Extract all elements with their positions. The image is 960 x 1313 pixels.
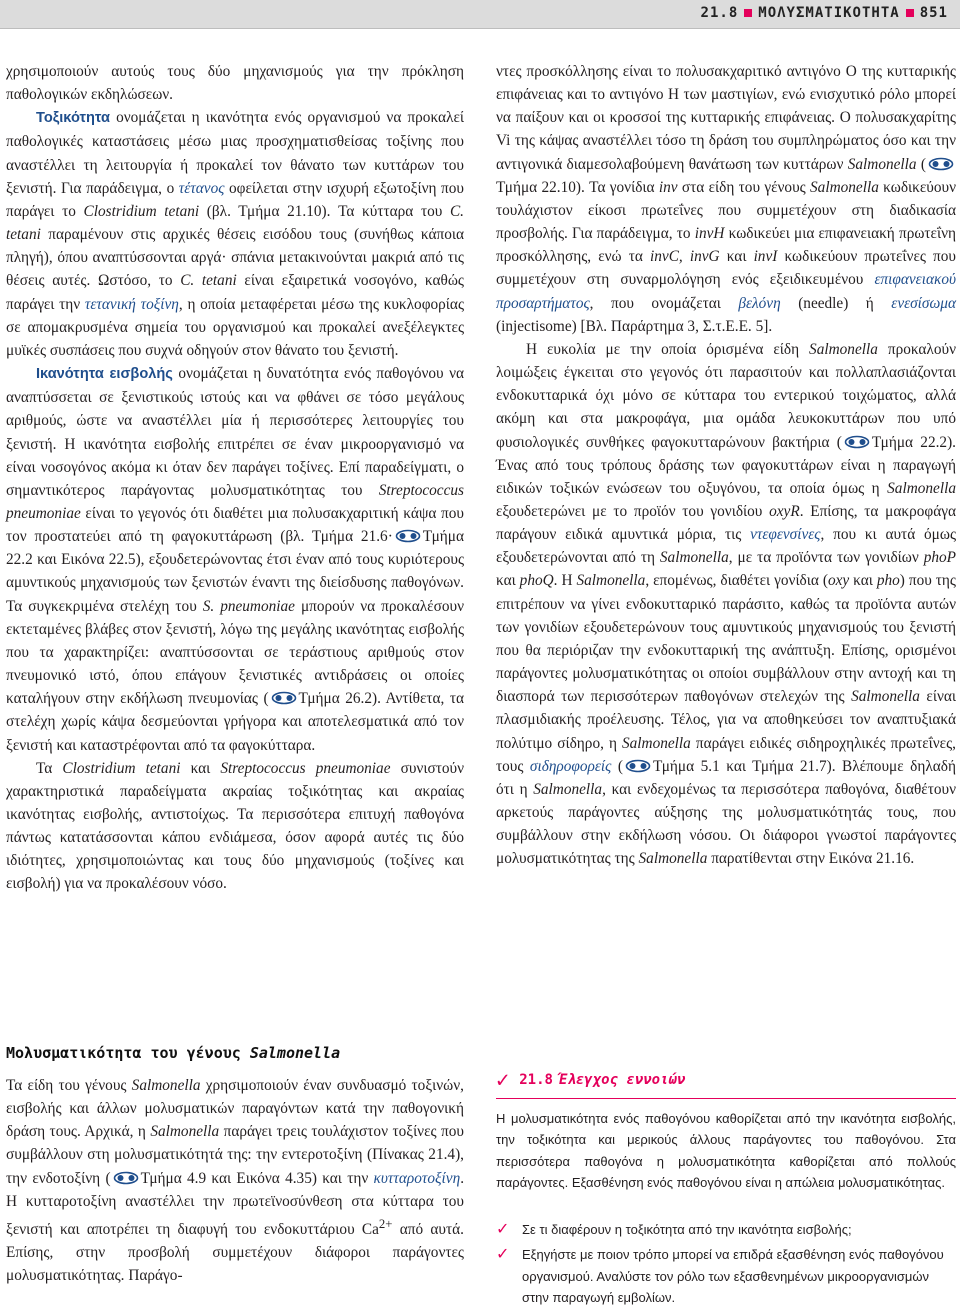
right-column bbox=[496, 60, 956, 870]
concept-check-number: 21.8 bbox=[519, 1072, 553, 1088]
concept-check-summary: Η μολυσματικότητα ενός παθογόνου καθορίζεται από την ικανότητα εισβολής, την τοξικότητα και μερικούς άλλους παράγοντες του παθογόνου. Στα περισσότερα παθογόνα η μολυσματικότητα καθορίζεται από πολλούς παράγοντες. Εξασθένηση ενός παθογόνου είναι η απώλεια μολυσματικότητας. bbox=[496, 1111, 956, 1191]
salmonella-paragraph bbox=[6, 1074, 464, 1288]
divider bbox=[496, 1098, 956, 1099]
term-toxicity: Τοξικότητα bbox=[36, 110, 110, 127]
separator-square bbox=[744, 9, 752, 17]
cross-reference-icon[interactable] bbox=[395, 529, 421, 543]
section-number: 21.8 bbox=[700, 5, 739, 21]
list-item: ✓ Εξηγήστε με ποιον τρόπο μπορεί να επιδρά εξασθένηση ενός παθογόνου οργανισμού. Αναλύστε τον ρόλο των εξασθενημένων μικροοργανισμών στην παραγωγή εμβολίων. bbox=[496, 1246, 944, 1306]
paragraph: Η ευκολία με την οποία όρισμένα είδη Salmonella προκαλούν λοιμώξεις έγκειται στο γεγονός ότι παρασιτούν και πολλαπλασιάζονται ενδοκυτταρικά όχι μόνο σε κύτταρα του εντερικού τοιχώματος, αλλά ακόμη και στα μακροφάγα, μια ομάδα λευκοκυττάρων που υπό φυσιολογικές συνθήκες φαγοκυτταρώνουν βακτήρια ( Τμήμα 22.2). Ένας από τους τρόπους δράσης των φαγοκυττάρων είναι η παραγωγή ειδικών τοξικών ενώσεων του οξυγόνου, τα οποία όμως η Salmonella εξουδετερώνει με το προϊόν του γονιδίου oxyR. Επίσης, τα μακροφάγα παράγουν ειδικά αμυντικά μόρια, τις ντεφενσίνες, που κι αυτά όμως εξουδετερώνονται από τη Salmonella, με τα προϊόντα των γονιδίων phoP και phoQ. Η Salmonella, επομένως, διαθέτει γονίδια (oxy και pho) που της επιτρέπουν να γίνει ενδοκυτταρικό παράσιτο, καθώς τα προϊόντα αυτών των γονιδίων εξουδετερώνουν τους αμυντικούς μηχανισμούς του ξενιστή που θα περιόριζαν την ενδοκυτταρική της ανάπτυξη. Επίσης, ορισμένοι παράγοντες μολυσματικότητας οι οποίοι συμβάλλουν στην αντοχή και τη διασπορά των περισσότερων παθογόνων στελεχών της Salmonella είναι πλασμιδιακής προέλευσης. Τέλος, για να αποθηκεύσει τον αναπτυξιακά πολύτιμο σίδηρο, η Salmonella παράγει ειδικές σιδηροχηλικές πρωτεΐνες, τους σιδηροφορείς ( Τμήμα 5.1 και Τμήμα 21.7). Βλέπουμε δηλαδή ότι η Salmonella, και ενδεχομένως τα περισσότερα παθογόνα, διαθέτουν αρκετούς παράγοντες αύξησης της μολυσματικότητάς τους, που συμβάλλουν στην εκδήλωση νόσου. Οι διάφοροι γνωστοί παράγοντες μολυσματικότητας της Salmonella παρατίθενται στην Εικόνα 21.16. bbox=[496, 340, 957, 868]
left-column bbox=[6, 60, 464, 896]
running-head-text bbox=[701, 5, 948, 21]
check-mark-icon: ✓ bbox=[496, 1068, 510, 1093]
page-number: 851 bbox=[919, 5, 948, 21]
separator-square bbox=[906, 9, 914, 17]
cross-reference-icon[interactable] bbox=[271, 691, 297, 705]
paragraph: ντες προσκόλλησης είναι το πολυσακχαριτικό αντιγόνο O της κυτταρικής επιφάνειας και το αντιγόνο H των μαστιγίων, ενώ ενισχυτικό ρόλο μπορεί να παίξουν και οι κροσσοί της κυτταρικής επιφάνειας. Ο πολυσακχαρίτης Vi της κάψας αναστέλλει τόσο τη δράση του συμπληρώματος όσο και την αντιγονικά διαμεσολαβούμενη θανάτωση των κυττάρων Salmonella (Τμήμα 22.10). Τα γονίδια inv στα είδη του γένους Salmonella κωδικεύουν τουλάχιστον είκοσι πρωτεΐνες που συμμετέχουν στη διαδικασία προσβολής. Για παράδειγμα, το invH κωδικεύει μια επιφανειακή πρωτεΐνη προσκόλλησης, ενώ τα invC, invG και invI κωδικεύουν πρωτεΐνες που συμμετέχουν στη συναρμολόγηση ενός εξειδικευμένου επιφανειακού προσαρτήματος, που ονομάζεται βελόνη (needle) ή ενεσίσωμα (injectisome) [Βλ. Παράρτημα 3, Σ.τ.Ε.Ε. 5]. bbox=[496, 63, 956, 335]
concept-check-questions bbox=[496, 1219, 956, 1313]
paragraph: χρησιμοποιούν αυτούς τους δύο μηχανισμούς για την πρόκληση παθολογικών εκδηλώσεων. bbox=[6, 63, 464, 104]
paragraph-examples: Τα Clostridium tetani και Streptococcus pneumoniae συνιστούν χαρακτηριστικά παραδείγματα ακραίας τοξικότητας και ακραίας ικανότητας εισβολής, αντιστοίχως. Τα περισσότερα επιτυχή παθογόνα πάντως κατατάσσονται κάπου ενδιάμεσα, όσον αφορά αυτές τις δύο ιδιότητες, χρησιμοποιώντας και τους δύο μηχανισμούς (τοξίνες και εισβολή) για να προκαλέσουν νόσο. bbox=[6, 759, 464, 893]
paragraph-invasiveness: Ικανότητα εισβολής ονομάζεται η δυνατότητα ενός παθογόνου να αναπτύσσεται σε ξενιστικούς ιστούς και να φθάνει σε τόσο μεγάλους αριθμούς, ώστε να αναστέλλει μία ή περισσότερες λειτουργίες του ξενιστή. Η ικανότητα εισβολής επιτρέπει σε έναν μικροοργανισμό να είναι νοσογόνος ακόμα κι όταν δεν παράγει τοξίνες. Επί παραδείγματι, ο σημαντικότερος παράγοντας μολυσματικότητας του Streptococcus pneumoniae είναι το γεγονός ότι διαθέτει μια πολυσακχαριτική κάψα που τον προστατεύει από τη φαγοκυττάρωση (βλ. Τμήμα 21.6· Τμήμα 22.2 και Εικόνα 22.5), εξουδετερώνοντας έτσι έναν από τους κυριότερους αμυντικούς μηχανισμούς των ξενιστών έναντι της διείσδυσης παθογόνων. Τα συγκεκριμένα στελέχη του S. pneumoniae μπορούν να προκαλέσουν εκτεταμένες βλάβες στον ξενιστή, λόγω της μεγάλης ικανότητας εισβολής που τα χαρακτηρίζει: αναπτύσσονται σε τεράστιους αριθμούς στον πνευμονικό ιστό, όπου επάγουν ξενιστικές αντιδράσεις οι οποίες καταλήγουν στην εκδήλωση πνευμονίας ( Τμήμα 26.2). Αντίθετα, τα στελέχη χωρίς κάψα δεσμεύονται γρήγορα και αποτελεσματικά από τον ξενιστή και καταστρέφονται από τα φαγοκύτταρα. bbox=[6, 365, 464, 754]
cross-reference-icon[interactable] bbox=[113, 1171, 139, 1185]
list-item: ✓ Σε τι διαφέρουν η τοξικότητα από την ικανότητα εισβολής; bbox=[496, 1219, 956, 1240]
paragraph-toxicity: Τοξικότητα ονομάζεται η ικανότητα ενός οργανισμού να προκαλεί παθολογικές καταστάσεις μέσω μιας προσχηματισθείσας τοξίνης που αναστέλλει τη λειτουργία ή προκαλεί τον θάνατο των κυττάρων του ξενιστή. Για παράδειγμα, ο τέτανος οφείλεται στην ισχυρή εξωτοξίνη που παράγει το Clostridium tetani (βλ. Τμήμα 21.10). Τα κύτταρα του C. tetani παραμένουν στις αρχικές θέσεις εισόδου τους (συνήθως κάποια πληγή), όπου αναπτύσσονται αργά· σπάνια μετακινούνται μακριά από τις θέσεις αυτές. Ωστόσο, το C. tetani είναι εξαιρετικά νοσογόνο, καθώς παράγει την τετανική τοξίνη, η οποία μεταφέρεται μέσω της κυκλοφορίας σε απομακρυσμένα σημεία του οργανισμού και προκαλεί ανεξέλεγκτες μυϊκές συσπάσεις που συχνά οδηγούν στον θάνατο του ξενιστή. bbox=[6, 109, 465, 359]
paragraph: Τα είδη του γένους Salmonella χρησιμοποιούν έναν συνδυασμό τοξινών, εισβολής και άλλων μολυσματικών παραγόντων κατά την παθογονική δράση τους. Αρχικά, η Salmonella παράγει τρεις τουλάχιστον τοξίνες που συμβάλλουν στη μολυσματικότητά της: την εντεροτοξίνη (Πίνακας 21.4), την ενδοτοξίνη ( Τμήμα 4.9 και Εικόνα 4.35) και την κυτταροτοξίνη. Η κυτταροτοξίνη αναστέλλει την πρωτεϊνοσύνθεση στα κύτταρα του ξενιστή και αποτρέπει τη διαφυγή του ενδοκυττάριου $Ca^{2+}$ από αυτά. Επίσης, στην προσβολή συμμετέχουν διάφοροι παράγοντες μολυσματικότητας. Παράγο- bbox=[6, 1077, 465, 1285]
section-title: ΜΟΛΥΣΜΑΤΙΚΟΤΗΤΑ bbox=[758, 5, 900, 21]
check-mark-icon: ✓ bbox=[496, 1246, 510, 1264]
section-heading: Μολυσματικότητα του γένους Salmonella bbox=[6, 1044, 341, 1062]
running-header bbox=[0, 0, 960, 29]
cross-reference-icon[interactable] bbox=[625, 759, 651, 773]
term-invasiveness: Ικανότητα εισβολής bbox=[36, 366, 173, 383]
cross-reference-icon[interactable] bbox=[928, 157, 954, 171]
check-mark-icon: ✓ bbox=[496, 1221, 510, 1238]
concept-check-label: Έλεγχος εννοιών bbox=[558, 1072, 686, 1088]
cross-reference-icon[interactable] bbox=[844, 435, 870, 449]
concept-check-title bbox=[496, 1068, 685, 1093]
